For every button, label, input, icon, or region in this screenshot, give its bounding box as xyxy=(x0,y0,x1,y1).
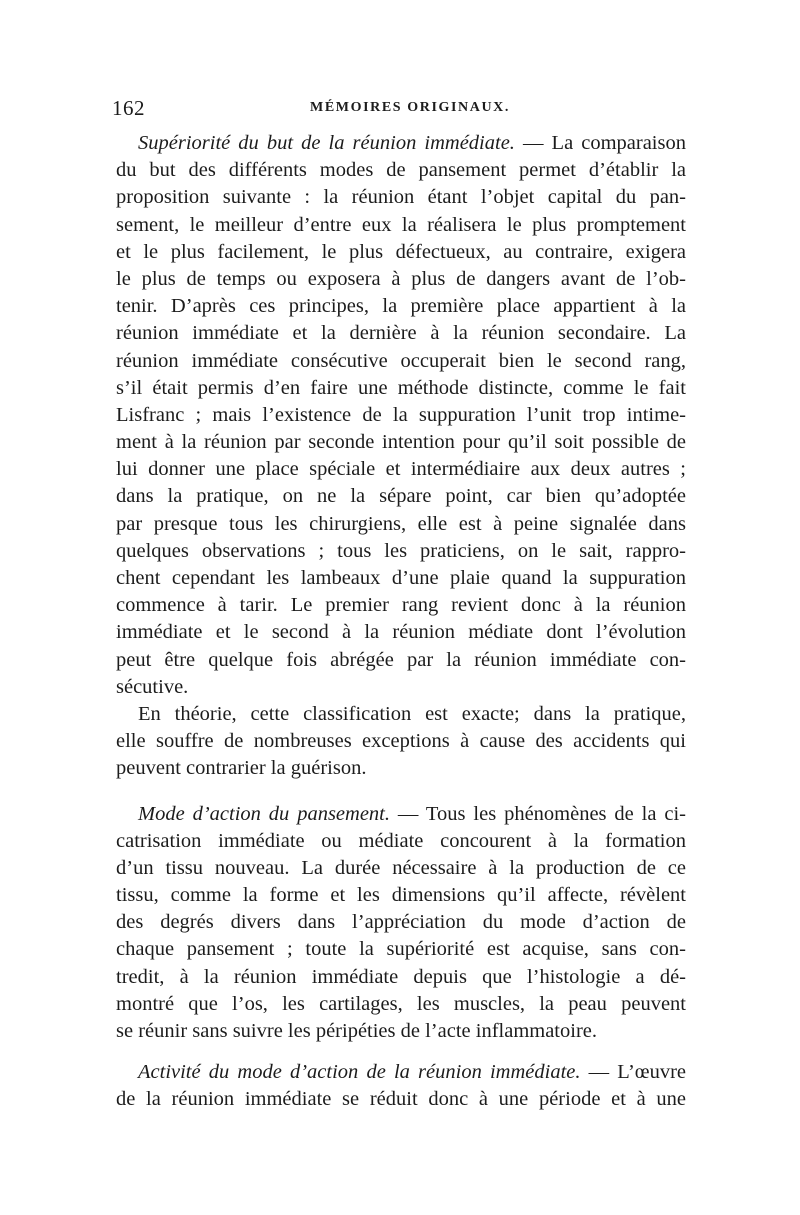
text-line: tredit, à la réunion immédiate depuis que l’histologie a dé- xyxy=(116,965,686,988)
text-line: des degrés divers dans l’appréciation du mode d’action de xyxy=(116,911,686,934)
text-line: de la réunion immédiate se réduit donc à une période et à une xyxy=(116,1088,686,1111)
text-line: du but des différents modes de pansement permet d’établir la xyxy=(116,159,686,182)
section-heading: Supériorité du but de la réunion immédiate. xyxy=(138,132,515,154)
text-line: tenir. D’après ces principes, la première place appartient à la xyxy=(116,295,686,318)
text-line: dans la pratique, on ne la sépare point, car bien qu’adoptée xyxy=(116,485,686,508)
text-line: elle souffre de nombreuses exceptions à cause des accidents qui xyxy=(116,730,686,753)
text-line: se réunir sans suivre les péripéties de l’acte inflammatoire. xyxy=(116,1020,597,1042)
paragraph-gap xyxy=(116,1045,686,1059)
text-line: chaque pansement ; toute la supériorité est acquise, sans con- xyxy=(116,938,686,961)
text-line: Lisfranc ; mais l’existence de la suppuration l’unit trop intime- xyxy=(116,403,686,426)
text-line: lui donner une place spéciale et intermédiaire aux deux autres ; xyxy=(116,458,686,481)
text-line: commence à tarir. Le premier rang revient donc à la réunion xyxy=(116,594,686,617)
text-line: Activité du mode d’action de la réunion immédiate. — L’œuvre xyxy=(138,1061,687,1084)
paragraph-theory xyxy=(116,701,686,783)
body-text xyxy=(116,130,686,1114)
text-line: montré que l’os, les cartilages, les muscles, la peau peuvent xyxy=(116,992,686,1015)
paragraph-superiority xyxy=(116,130,686,701)
running-head xyxy=(112,96,688,124)
text-line: peut être quelque fois abrégée par la réunion immédiate con- xyxy=(116,648,686,671)
running-title: MÉMOIRES ORIGINAUX. xyxy=(310,100,510,115)
text-line: sécutive. xyxy=(116,675,189,698)
paragraph-mode-of-action xyxy=(116,801,686,1046)
text-line: chent cependant les lambeaux d’une plaie quand la suppuration xyxy=(116,567,686,589)
text-line: immédiate et le second à la réunion médiate dont l’évolution xyxy=(116,621,686,644)
text-line: et le plus facilement, le plus défectueux, au contraire, exigera xyxy=(116,240,686,263)
paragraph-activity xyxy=(116,1059,686,1113)
text-line: catrisation immédiate ou médiate concourent à la formation xyxy=(116,829,686,852)
section-heading: Activité du mode d’action de la réunion immédiate. xyxy=(138,1061,581,1084)
paragraph-gap xyxy=(116,783,686,801)
text-line: Mode d’action du pansement. — Tous les phénomènes de la ci- xyxy=(138,802,686,825)
text-line: s’il était permis d’en faire une méthode distincte, comme le fait xyxy=(116,376,686,399)
text-line: par presque tous les chirurgiens, elle est à peine signalée dans xyxy=(116,512,686,535)
text-line: Supériorité du but de la réunion immédiate. — La comparaison xyxy=(138,132,686,154)
text-line: sement, le meilleur d’entre eux la réalisera le plus promptement xyxy=(116,213,686,236)
text-line: le plus de temps ou exposera à plus de dangers avant de l’ob- xyxy=(116,267,686,290)
text-line: réunion immédiate consécutive occuperait bien le second rang, xyxy=(116,349,686,372)
text-line: quelques observations ; tous les praticiens, on le sait, rappro- xyxy=(116,539,686,562)
text-line: peuvent contrarier la guérison. xyxy=(116,757,367,780)
text-line: réunion immédiate et la dernière à la réunion secondaire. La xyxy=(116,322,686,345)
text-line: En théorie, cette classification est exacte; dans la pratique, xyxy=(138,702,686,725)
page-number: 162 xyxy=(112,96,145,120)
section-heading: Mode d’action du pansement. xyxy=(138,802,390,825)
text-line: d’un tissu nouveau. La durée nécessaire à la production de ce xyxy=(116,856,686,879)
text-line: proposition suivante : la réunion étant l’objet capital du pan- xyxy=(116,186,686,209)
text-line: tissu, comme la forme et les dimensions qu’il affecte, révèlent xyxy=(116,884,686,907)
text-line: ment à la réunion par seconde intention pour qu’il soit possible de xyxy=(116,431,686,454)
